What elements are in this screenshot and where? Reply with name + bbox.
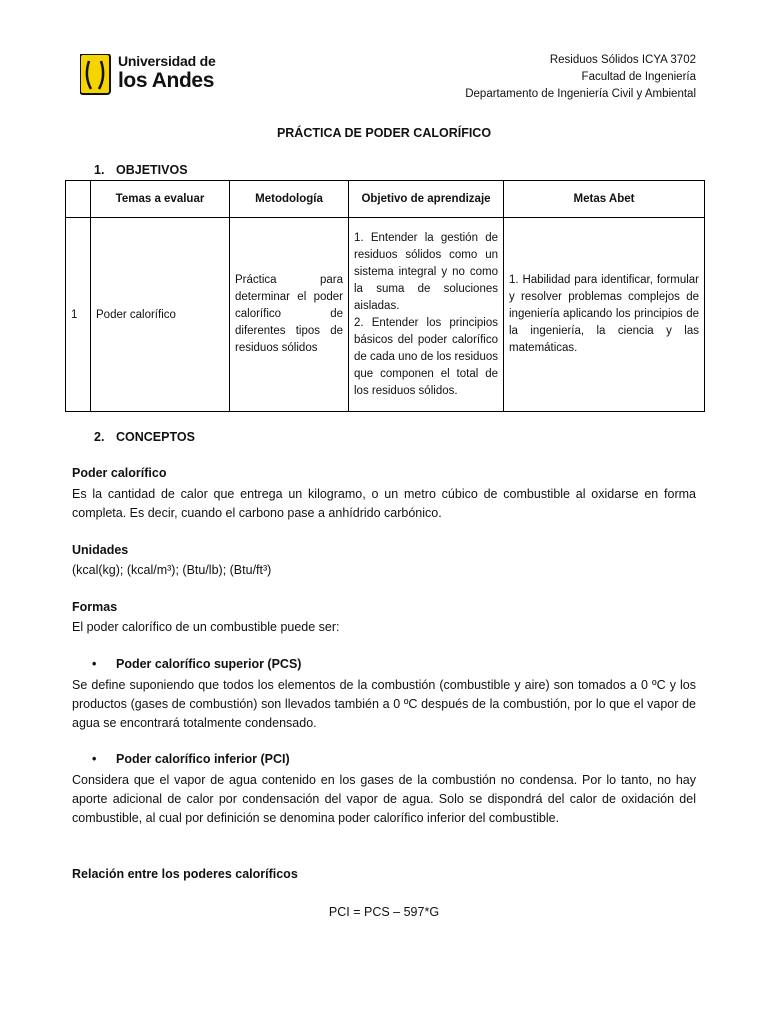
- table-header-cell: Metodología: [230, 181, 349, 218]
- metodologia-cell: Práctica para determinar el poder calorífico de diferentes tipos de residuos sólidos: [230, 218, 349, 412]
- objetivo-cell: [349, 218, 504, 412]
- poder-calorifico-text: Es la cantidad de calor que entrega un kilogramo, o un metro cúbico de combustible al oxidarse en forma completa. Es decir, cuando el carbono pase a anhídrido carbónico.: [72, 487, 696, 520]
- pcs-bullet-heading: • Poder calorífico superior (PCS): [92, 657, 302, 671]
- logo-line1: Universidad de: [118, 53, 216, 69]
- section-heading-objetivos: 1. OBJETIVOS: [94, 163, 188, 177]
- tema-cell: Poder calorífico: [91, 218, 230, 412]
- table-header-row: [66, 181, 705, 218]
- course-code: Residuos Sólidos ICYA 3702: [549, 54, 696, 66]
- unidades-heading: Unidades: [72, 543, 129, 557]
- document-header: [465, 52, 696, 103]
- page-title: PRÁCTICA DE PODER CALORÍFICO: [276, 126, 492, 140]
- bullet-icon: •: [92, 657, 97, 671]
- table-header-cell: Metas Abet: [504, 181, 705, 218]
- table-row: [66, 218, 705, 412]
- section-heading-conceptos: 2. CONCEPTOS: [94, 430, 195, 444]
- relacion-heading: Relación entre los poderes caloríficos: [72, 867, 298, 881]
- logo-line2: los Andes: [118, 69, 214, 92]
- department-name: Departamento de Ingeniería Civil y Ambiental: [465, 88, 696, 100]
- objetivo-item-1: 1. Entender la gestión de residuos sólidos como un sistema integral y no como la suma de soluciones aisladas.: [354, 231, 498, 312]
- row-number-cell: 1: [66, 218, 91, 412]
- pci-text: Considera que el vapor de agua contenido en los gases de la combustión no condensa. Por lo tanto, no hay aporte adicional de calor por condensación del vapor de agua. Solo se dispondrá del calor de oxidación del combustible, al cual por definición se denomina poder calorífico inferior del combustible.: [72, 773, 696, 825]
- table-header-cell: Temas a evaluar: [91, 181, 230, 218]
- unidades-text: (kcal(kg); (kcal/m³); (Btu/lb); (Btu/ft³): [72, 563, 272, 577]
- poder-calorifico-heading: Poder calorífico: [72, 466, 167, 480]
- formas-heading: Formas: [72, 600, 118, 614]
- formas-text: El poder calorífico de un combustible puede ser:: [72, 620, 340, 634]
- university-logo-text: [118, 54, 216, 91]
- table-header-cell: [66, 181, 91, 218]
- table-header-cell: Objetivo de aprendizaje: [349, 181, 504, 218]
- pci-bullet-heading: • Poder calorífico inferior (PCI): [92, 752, 290, 766]
- metas-cell: 1. Habilidad para identificar, formular y resolver problemas complejos de ingeniería aplicando los principios de la ingeniería, la ciencia y las matemáticas.: [504, 218, 705, 412]
- objetivo-item-2: 2. Entender los principios básicos del poder calorífico de cada uno de los residuos que componen el total de los residuos sólidos.: [354, 316, 498, 397]
- faculty-name: Facultad de Ingeniería: [581, 71, 696, 83]
- objectives-table: [65, 180, 705, 412]
- pci-formula: PCI = PCS – 597*G: [328, 905, 440, 919]
- bullet-icon: •: [92, 752, 97, 766]
- pcs-text: Se define suponiendo que todos los elementos de la combustión (combustible y aire) son tomados a 0 ºC y los productos (gases de combustión) son llevados también a 0 ºC después de la combustión, por lo que el vapor de agua se encontrará totalmente condensado.: [72, 678, 696, 730]
